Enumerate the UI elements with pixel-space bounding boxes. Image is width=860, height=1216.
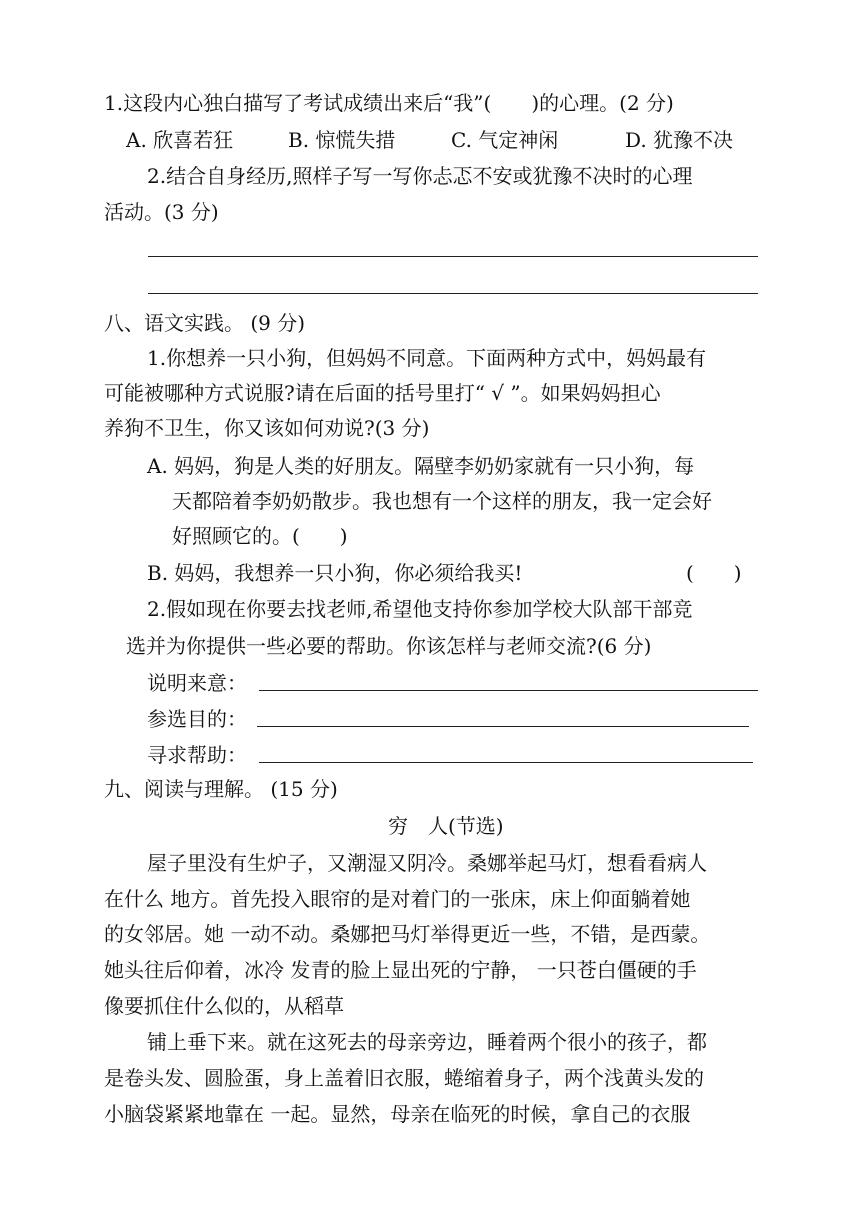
answer-line[interactable] — [148, 256, 758, 257]
passage-p2-line1: 铺上垂下来。就在这死去的母亲旁边，睡着两个很小的孩子，都 — [147, 1030, 707, 1054]
option-b: B. 惊慌失措 — [288, 128, 396, 152]
section-9-heading: 九、阅读与理解。 (15 分) — [104, 777, 338, 801]
answer-line-purpose[interactable] — [259, 690, 758, 691]
question-8-1-line2: 可能被哪种方式说服?请在后面的括号里打“ √ ”。如果妈妈担心 — [104, 381, 661, 405]
question-7-2-line2: 活动。(3 分) — [104, 200, 219, 224]
field-label-goal: 参选目的： — [147, 707, 247, 731]
question-8-2-line2: 选并为你提供一些必要的帮助。你该怎样与老师交流?(6 分) — [126, 634, 652, 658]
section-8-heading: 八、语文实践。 (9 分) — [104, 311, 306, 335]
passage-p1-line5: 像要抓住什么似的，从稻草 — [104, 994, 344, 1018]
question-7-2-line1: 2.结合自身经历,照样子写一写你忐忑不安或犹豫不决时的心理 — [147, 164, 693, 188]
option-a-line2: 天都陪着李奶奶散步。我也想有一个这样的朋友，我一定会好 — [172, 489, 712, 513]
option-b-line: B. 妈妈，我想养一只小狗，你必须给我买! — [147, 561, 523, 585]
option-a-line1: A. 妈妈，狗是人类的好朋友。隔壁李奶奶家就有一只小狗，每 — [147, 454, 695, 478]
option-d: D. 犹豫不决 — [625, 128, 734, 152]
passage-p2-line2: 是卷头发、圆脸蛋，身上盖着旧衣服，蜷缩着身子，两个浅黄头发的 — [104, 1066, 704, 1090]
passage-p1-line2: 在什么 地方。首先投入眼帘的是对着门的一张床，床上仰面躺着她 — [104, 887, 691, 911]
option-a: A. 欣喜若狂 — [126, 128, 234, 152]
answer-line[interactable] — [148, 293, 758, 294]
option-c: C. 气定神闲 — [451, 128, 559, 152]
question-8-1-line3: 养狗不卫生，你又该如何劝说?(3 分) — [104, 416, 430, 440]
passage-p1-line4: 她头往后仰着，冰冷 发青的脸上显出死的宁静， 一只苍白僵硬的手 — [104, 958, 697, 982]
option-a-line3: 好照顾它的。( ) — [172, 524, 348, 548]
answer-line-help[interactable] — [259, 762, 753, 763]
passage-p2-line3: 小脑袋紧紧地靠在 一起。显然，母亲在临死的时候，拿自己的衣服 — [104, 1102, 691, 1126]
question-8-2-line1: 2.假如现在你要去找老师,希望他支持你参加学校大队部干部竞 — [147, 597, 693, 621]
field-label-help: 寻求帮助： — [147, 743, 247, 767]
question-7-1: 1.这段内心独白描写了考试成绩出来后“我”( )的心理。(2 分) — [104, 91, 674, 115]
question-8-1-line1: 1.你想养一只小狗，但妈妈不同意。下面两种方式中，妈妈最有 — [147, 346, 707, 370]
answer-line-goal[interactable] — [257, 726, 749, 727]
passage-p1-line3: 的女邻居。她 一动不动。桑娜把马灯举得更近一些，不错，是西蒙。 — [104, 922, 711, 946]
passage-p1-line1: 屋子里没有生炉子，又潮湿又阴冷。桑娜举起马灯，想看看病人 — [147, 851, 707, 875]
option-b-answer-paren[interactable]: ( ) — [686, 561, 742, 585]
field-label-purpose: 说明来意： — [147, 671, 247, 695]
passage-title: 穷 人(节选) — [388, 814, 504, 838]
